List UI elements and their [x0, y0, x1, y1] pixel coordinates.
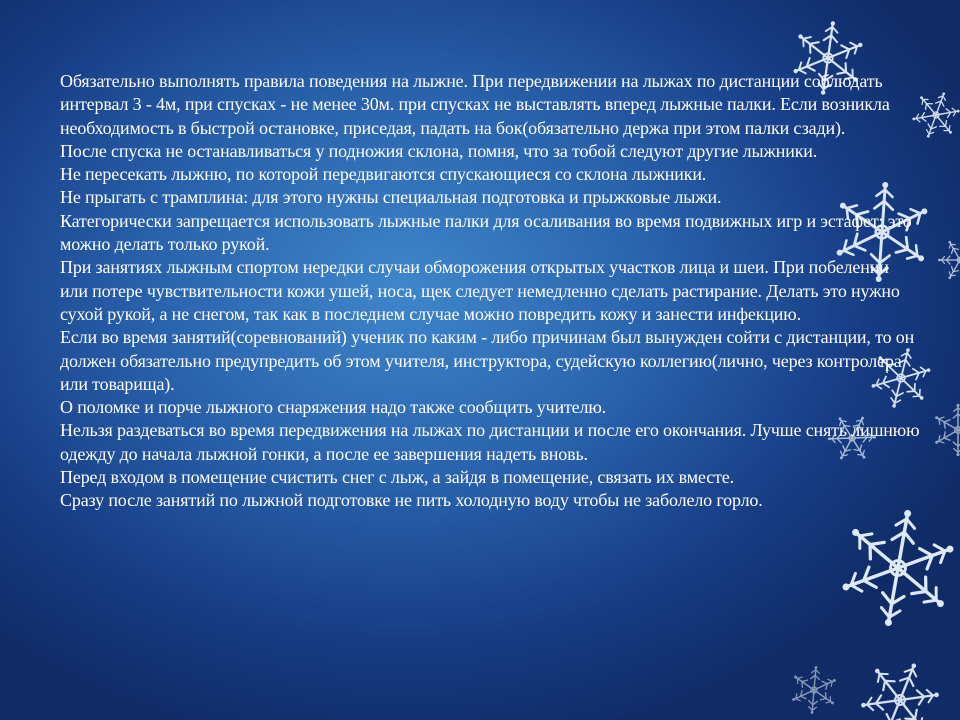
rule-paragraph: Сразу после занятий по лыжной подготовке не пить холодную воду чтобы не заболело горло.	[60, 490, 763, 511]
rule-paragraph: Нельзя раздеваться во время передвижения на лыжах по дистанции и после его окончания. Лучше снять лишнюю одежду до начала лыжной гонки, а после ее завершения надеть вновь.	[60, 420, 920, 464]
rule-paragraph: Если во время занятий(соревнований) ученик по каким - либо причинам был вынужден сойти с дистанции, то он должен обязательно предупредить об этом учителя, инструктора, судейскую коллегию(лично, через контролера или товарища).	[60, 327, 915, 394]
snowflake-icon	[832, 500, 960, 636]
rule-paragraph: Категорически запрещается использовать лыжные палки для осаливания во время подвижных игр и эстафет: это можно делать только рукой.	[60, 210, 912, 255]
rule-paragraph: При занятиях лыжным спортом нередки случаи обморожения открытых участков лица и шеи. При побелении или потере чувствительности кожи ушей, носа, щек следует немедленно сделать растирание. Делать это нужно сухой рукой, а не снегом, так как в последнем случае можно повредить кожу и занести инфекцию.	[60, 257, 900, 324]
rule-paragraph: После спуска не останавливаться у подножия склона, помня, что за тобой следуют другие лыжники.	[60, 140, 818, 161]
snowflake-icon	[931, 231, 960, 290]
snowflake-icon	[850, 650, 949, 720]
safety-rules-text	[60, 70, 920, 513]
rule-paragraph: Обязательно выполнять правила поведения на лыжне. При передвижении на лыжах по дистанции соблюдать интервал 3 - 4м, при спусках - не менее 30м. при спусках не выставлять вперед лыжные палки. Если возникла необходимость в быстрой остановке, приседая, падать на бок(обязательно держа при этом палки сзади).	[60, 71, 890, 138]
rule-paragraph: Не пересекать лыжню, по которой передвигаются спускающиеся со склона лыжники.	[60, 164, 707, 185]
snowflake-icon	[933, 404, 960, 456]
rule-paragraph: О поломке и порче лыжного снаряжения надо также сообщить учителю.	[60, 397, 607, 418]
snowflake-icon	[789, 664, 839, 716]
rule-paragraph: Не прыгать с трамплина: для этого нужны специальная подготовка и прыжковые лыжи.	[60, 187, 722, 208]
rule-paragraph: Перед входом в помещение счистить снег с лыж, а зайдя в помещение, связать их вместе.	[60, 467, 734, 488]
